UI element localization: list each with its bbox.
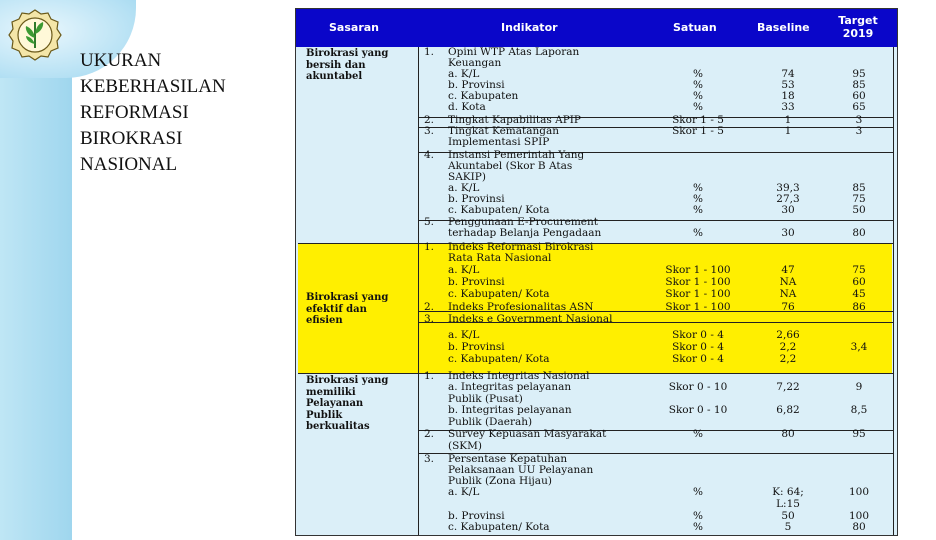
cell-tgt: 65: [852, 101, 866, 113]
cell-ind: Rata Rata Nasional: [448, 252, 552, 264]
cell-ind: b. Integritas pelayanan: [448, 404, 572, 416]
header-baseline: Baseline: [757, 21, 810, 34]
cell-ind: a. Integritas pelayanan: [448, 381, 572, 393]
cell-base: 33: [781, 101, 795, 113]
cell-tgt: 85: [852, 79, 866, 91]
cell-base: 80: [781, 428, 795, 440]
cell-tgt: 95: [852, 68, 866, 80]
cell-ind: Instansi Pemerintah Yang: [448, 149, 585, 161]
cell-tgt: 100: [848, 486, 870, 498]
cell-ind: b. Provinsi: [448, 193, 505, 205]
sasaran-line: Birokrasi yang: [306, 375, 389, 386]
cell-ind: Tingkat Kematangan: [448, 125, 560, 137]
title-line: UKURAN: [80, 50, 162, 71]
cell-base: 27,3: [776, 193, 800, 205]
cell-tgt: 50: [852, 204, 866, 216]
cell-base: L:15: [776, 498, 800, 510]
cell-ind: a. K/L: [448, 329, 480, 341]
cell-ind: b. Provinsi: [448, 276, 505, 288]
sasaran-line: berkualitas: [306, 421, 370, 432]
column-divider: [893, 47, 894, 535]
cell-base: 5: [784, 521, 792, 533]
cell-sat: Skor 1 - 5: [672, 125, 724, 137]
cell-ind: Opini WTP Atas Laporan: [448, 46, 580, 58]
cell-sat: Skor 1 - 100: [665, 264, 731, 276]
cell-ind: Pelaksanaan UU Pelayanan: [448, 464, 594, 476]
cell-ind: a. K/L: [448, 264, 480, 276]
cell-sat: Skor 0 - 10: [668, 381, 728, 393]
cell-tgt: 60: [852, 90, 866, 102]
cell-tgt: 45: [852, 288, 866, 300]
cell-num: 3.: [424, 125, 435, 137]
cell-sat: %: [693, 68, 703, 80]
sasaran-line: Birokrasi yang: [306, 292, 389, 303]
cell-ind: c. Kabupaten: [448, 90, 519, 102]
cell-sat: Skor 1 - 100: [665, 288, 731, 300]
sasaran-line: efisien: [306, 315, 343, 326]
sasaran-line: Pelayanan: [306, 398, 364, 409]
sasaran-line: efektif dan: [306, 303, 367, 315]
cell-base: 30: [781, 204, 795, 216]
cell-sat: Skor 1 - 5: [672, 114, 724, 126]
cell-base: 30: [781, 227, 795, 239]
cell-sat: Skor 0 - 4: [672, 329, 724, 341]
cell-sat: %: [693, 90, 703, 102]
cell-base: 76: [781, 301, 795, 313]
cell-base: K: 64;: [772, 486, 804, 498]
title-line: BIROKRASI: [80, 128, 183, 149]
cell-tgt: 85: [852, 182, 866, 194]
cell-base: NA: [779, 288, 797, 300]
cell-tgt: 3,4: [850, 341, 868, 353]
cell-sat: Skor 0 - 4: [672, 341, 724, 353]
header-sasaran: Sasaran: [329, 21, 379, 34]
cell-ind: a. K/L: [448, 486, 480, 498]
cell-ind: Akuntabel (Skor B Atas: [448, 160, 573, 172]
title-line: REFORMASI: [80, 102, 189, 123]
cell-base: 2,2: [779, 353, 797, 365]
cell-ind: c. Kabupaten/ Kota: [448, 204, 550, 216]
cell-ind: b. Provinsi: [448, 510, 505, 522]
cell-num: 2.: [424, 428, 435, 440]
cell-sat: %: [693, 227, 703, 239]
cell-num: 3.: [424, 313, 435, 325]
cell-sat: %: [693, 79, 703, 91]
cell-sat: %: [693, 193, 703, 205]
sidebar-decoration: [0, 0, 72, 540]
cell-ind: b. Provinsi: [448, 79, 505, 91]
cell-sat: %: [693, 101, 703, 113]
cell-base: 47: [781, 264, 795, 276]
cell-base: 1: [784, 114, 792, 126]
cell-base: NA: [779, 276, 797, 288]
cell-ind: SAKIP): [448, 171, 486, 183]
cell-ind: Keuangan: [448, 57, 502, 69]
cell-sat: %: [693, 486, 703, 498]
cell-tgt: 8,5: [850, 404, 868, 416]
cell-ind: c. Kabupaten/ Kota: [448, 288, 550, 300]
column-divider: [418, 47, 419, 535]
sasaran-line: bersih dan: [306, 59, 366, 71]
cell-sat: %: [693, 510, 703, 522]
cell-tgt: 86: [852, 301, 866, 313]
cell-tgt: 3: [855, 114, 863, 126]
cell-ind: Tingkat Kapabilitas APIP: [448, 114, 581, 126]
cell-num: 3.: [424, 453, 435, 465]
cell-sat: %: [693, 428, 703, 440]
cell-base: 2,2: [779, 341, 797, 353]
cell-base: 6,82: [776, 404, 800, 416]
cell-tgt: 80: [852, 227, 866, 239]
header-indikator: Indikator: [501, 21, 558, 34]
cell-tgt: 9: [855, 381, 863, 393]
cell-num: 2.: [424, 301, 435, 313]
slide-title: [80, 48, 280, 178]
sasaran-1: [306, 48, 388, 83]
cell-ind: Publik (Zona Hijau): [448, 475, 552, 487]
cell-ind: terhadap Belanja Pengadaan: [448, 227, 602, 239]
cell-ind: d. Kota: [448, 101, 486, 113]
cell-tgt: 100: [848, 510, 870, 522]
header-target-line2: 2019: [842, 27, 874, 40]
title-line: KEBERHASILAN: [80, 76, 226, 97]
cell-base: 2,66: [776, 329, 800, 341]
cell-ind: Publik (Daerah): [448, 416, 533, 428]
cell-sat: %: [693, 182, 703, 194]
cell-tgt: 95: [852, 428, 866, 440]
cell-tgt: 3: [855, 125, 863, 137]
header-target-line1: Target: [838, 14, 878, 27]
sasaran-line: akuntabel: [306, 71, 363, 82]
cell-num: 2.: [424, 114, 435, 126]
cell-ind: a. K/L: [448, 182, 480, 194]
cell-tgt: 60: [852, 276, 866, 288]
cell-num: 4.: [424, 149, 435, 161]
header-satuan: Satuan: [673, 21, 717, 34]
title-line: NASIONAL: [80, 154, 178, 175]
cell-num: 1.: [424, 241, 435, 253]
sasaran-3: [306, 375, 388, 433]
cell-tgt: 75: [852, 193, 866, 205]
cell-num: 1.: [424, 370, 435, 382]
cell-base: 1: [784, 125, 792, 137]
cell-ind: a. K/L: [448, 68, 480, 80]
cell-ind: c. Kabupaten/ Kota: [448, 521, 550, 533]
cell-ind: Survey Kepuasan Masyarakat: [448, 428, 607, 440]
cell-ind: (SKM): [448, 440, 482, 452]
ministry-logo: [8, 8, 62, 62]
cell-sat: %: [693, 521, 703, 533]
cell-tgt: 75: [852, 264, 866, 276]
cell-sat: Skor 1 - 100: [665, 301, 731, 313]
cell-num: 5.: [424, 216, 435, 228]
cell-base: 50: [781, 510, 795, 522]
cell-tgt: 80: [852, 521, 866, 533]
indicator-table: [295, 8, 898, 536]
cell-base: 7,22: [776, 381, 800, 393]
cell-ind: c. Kabupaten/ Kota: [448, 353, 550, 365]
cell-num: 1.: [424, 46, 435, 58]
header-target: [836, 14, 880, 40]
cell-ind: Persentase Kepatuhan: [448, 453, 568, 465]
sasaran-line: Publik: [306, 409, 343, 421]
cell-base: 74: [781, 68, 795, 80]
cell-ind: Indeks Profesionalitas ASN: [448, 301, 594, 313]
cell-ind: b. Provinsi: [448, 341, 505, 353]
cell-sat: Skor 1 - 100: [665, 276, 731, 288]
cell-sat: Skor 0 - 10: [668, 404, 728, 416]
sasaran-line: memiliki: [306, 386, 356, 398]
cell-sat: %: [693, 204, 703, 216]
cell-base: 53: [781, 79, 795, 91]
cell-base: 18: [781, 90, 795, 102]
cell-ind: Indeks Reformasi Birokrasi: [448, 241, 594, 253]
cell-ind: Penggunaan E-Procurement: [448, 216, 598, 228]
cell-ind: Indeks e Government Nasional: [448, 313, 613, 325]
sasaran-2: [306, 292, 388, 327]
cell-ind: Publik (Pusat): [448, 393, 523, 405]
table-header: [296, 9, 897, 47]
cell-base: 39,3: [776, 182, 800, 194]
cell-ind: Implementasi SPIP: [448, 136, 550, 148]
sasaran-line: Birokrasi yang: [306, 48, 389, 59]
cell-sat: Skor 0 - 4: [672, 353, 724, 365]
cell-ind: Indeks Integritas Nasional: [448, 370, 590, 382]
